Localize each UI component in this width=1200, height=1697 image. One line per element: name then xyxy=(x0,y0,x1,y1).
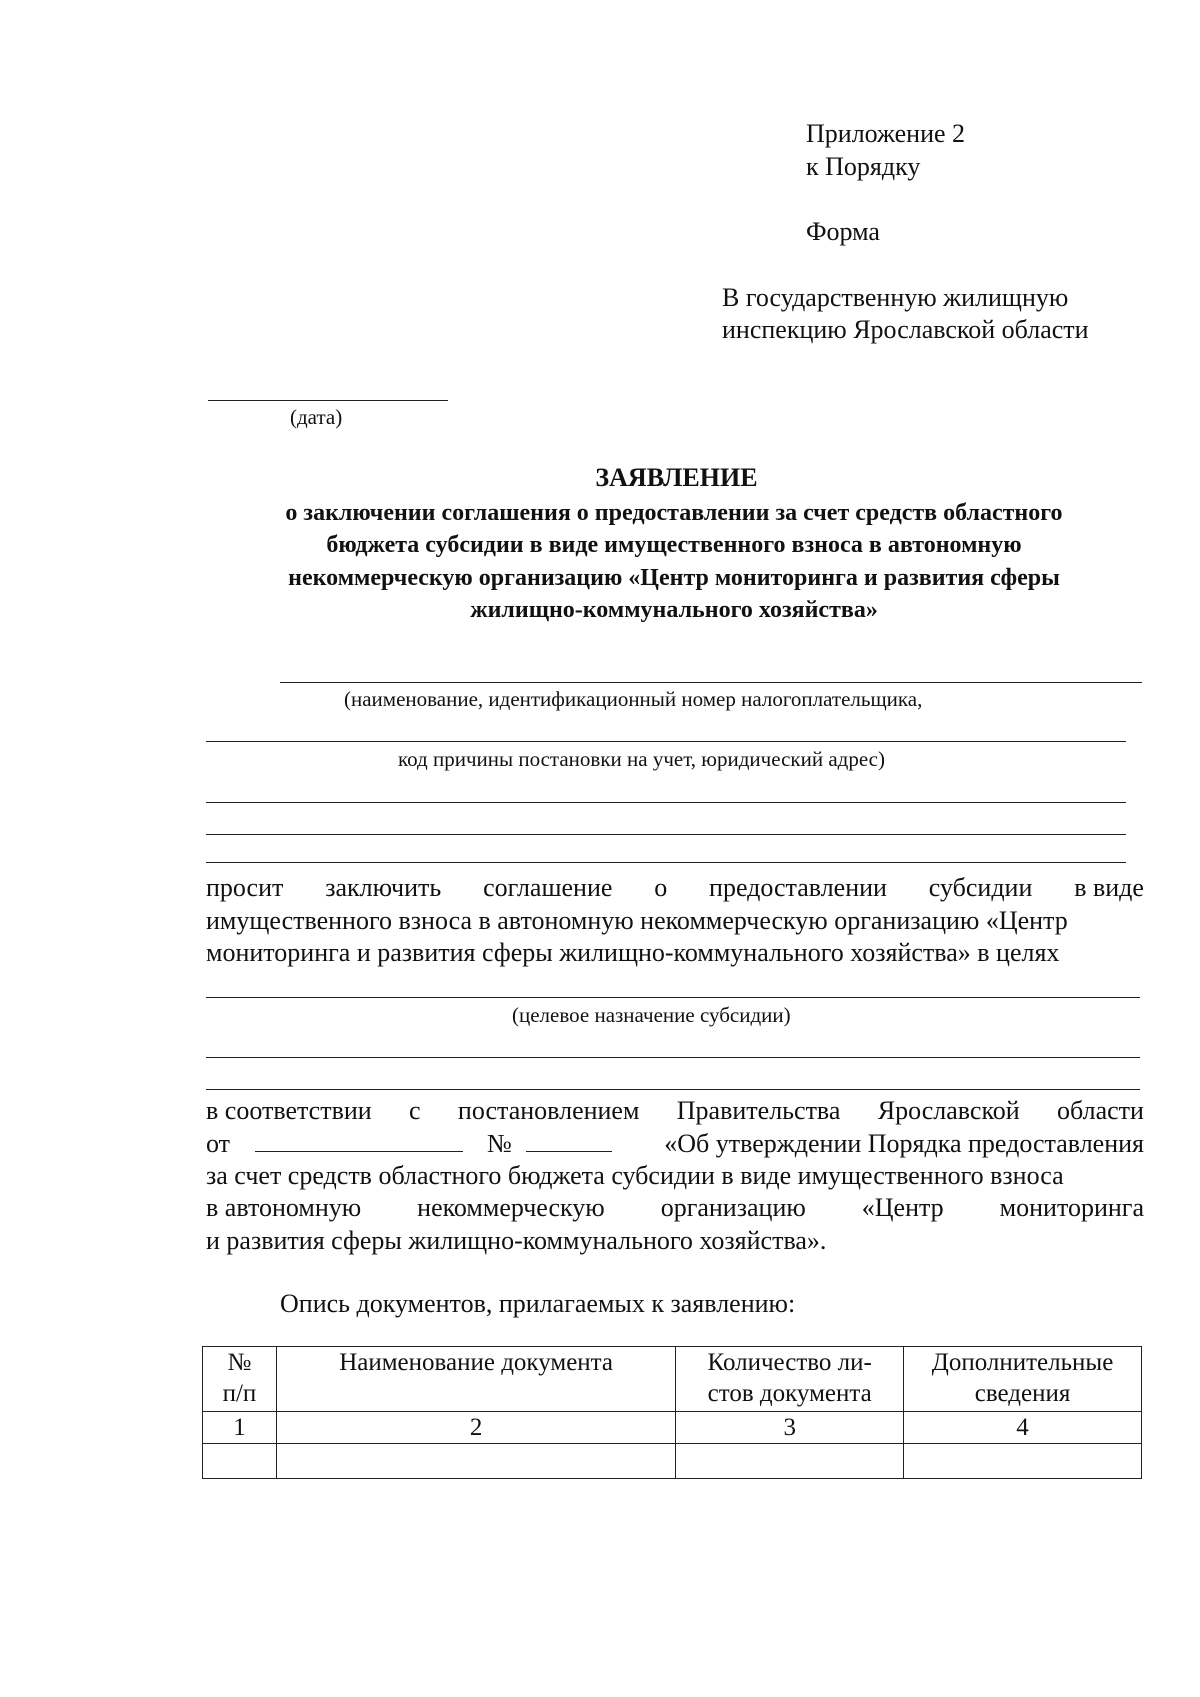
documents-table xyxy=(202,1346,1142,1479)
accordance-word: с xyxy=(409,1096,421,1125)
column-number: 2 xyxy=(276,1412,675,1444)
table-number-row xyxy=(203,1412,1142,1444)
accordance-word: в автономную xyxy=(206,1193,362,1222)
accordance-word: постановлением xyxy=(457,1096,640,1125)
accordance-word: организацию xyxy=(660,1193,806,1222)
resolution-title: «Об утверждении Порядка предоставления xyxy=(664,1129,1144,1158)
applicant-line-3[interactable] xyxy=(206,802,1126,803)
date-caption: (дата) xyxy=(290,405,343,429)
table-cell[interactable] xyxy=(676,1444,904,1479)
applicant-details-line[interactable] xyxy=(206,741,1126,742)
accordance-line-2 xyxy=(206,1128,1144,1160)
purpose-caption: (целевое назначение субсидии) xyxy=(512,1003,791,1027)
applicant-name-line[interactable] xyxy=(280,682,1142,683)
date-field-line[interactable] xyxy=(208,400,448,401)
appendix-reference: к Порядку xyxy=(806,152,921,181)
accordance-word: мониторинга xyxy=(999,1193,1144,1222)
applicant-caption-2: код причины постановки на учет, юридический адрес) xyxy=(398,747,885,771)
inventory-title: Опись документов, прилагаемых к заявлению: xyxy=(280,1289,796,1318)
accordance-line-4 xyxy=(206,1192,1144,1224)
column-number: 4 xyxy=(904,1412,1142,1444)
applicant-line-4[interactable] xyxy=(206,834,1126,835)
accordance-word: области xyxy=(1057,1096,1144,1125)
accordance-line-1 xyxy=(206,1095,1144,1127)
title-line-3: некоммерческую организацию «Центр мониторинга и развития сферы xyxy=(288,565,1060,591)
applicant-caption-1: (наименование, идентификационный номер налогоплательщика, xyxy=(344,687,923,711)
purpose-line-1[interactable] xyxy=(206,997,1140,998)
request-word: соглашение xyxy=(483,873,613,902)
request-word: заключить xyxy=(325,873,442,902)
request-line-3: мониторинга и развития сферы жилищно-коммунального хозяйства» в целях xyxy=(206,938,1060,967)
accordance-word: Ярославской xyxy=(877,1096,1020,1125)
table-row xyxy=(203,1444,1142,1479)
column-number: 3 xyxy=(676,1412,904,1444)
purpose-line-3[interactable] xyxy=(206,1089,1140,1090)
from-label: от xyxy=(206,1129,231,1158)
request-word: просит xyxy=(206,873,284,902)
column-number: 1 xyxy=(203,1412,277,1444)
table-cell[interactable] xyxy=(203,1444,277,1479)
addressee-line-1: В государственную жилищную xyxy=(722,283,1069,312)
title-line-4: жилищно-коммунального хозяйства» xyxy=(470,597,878,623)
request-word: субсидии xyxy=(928,873,1033,902)
request-word: о xyxy=(654,873,668,902)
title-line-1: о заключении соглашения о предоставлении за счет средств областного xyxy=(285,500,1063,526)
table-header-row xyxy=(203,1347,1142,1412)
accordance-word: некоммерческую xyxy=(417,1193,605,1222)
addressee-line-2: инспекцию Ярославской области xyxy=(722,315,1089,344)
resolution-date-field[interactable] xyxy=(255,1150,463,1152)
applicant-line-5[interactable] xyxy=(206,862,1126,863)
request-line-1 xyxy=(206,872,1144,904)
accordance-word: Правительства xyxy=(676,1096,841,1125)
table-cell[interactable] xyxy=(904,1444,1142,1479)
number-sign: № xyxy=(487,1129,512,1158)
appendix-number: Приложение 2 xyxy=(806,119,966,148)
accordance-word: в соответствии xyxy=(206,1096,372,1125)
request-word: в виде xyxy=(1074,873,1144,902)
document-title: ЗАЯВЛЕНИЕ xyxy=(595,463,758,492)
request-word: предоставлении xyxy=(709,873,887,902)
accordance-word: «Центр xyxy=(861,1193,944,1222)
request-line-2: имущественного взноса в автономную некоммерческую организацию «Центр xyxy=(206,906,1068,935)
title-line-2: бюджета субсидии в виде имущественного взноса в автономную xyxy=(326,532,1022,558)
header-additional-info: Дополнительные сведения xyxy=(904,1347,1142,1412)
resolution-number-field[interactable] xyxy=(526,1150,612,1152)
purpose-line-2[interactable] xyxy=(206,1057,1140,1058)
table-cell[interactable] xyxy=(276,1444,675,1479)
accordance-line-3: за счет средств областного бюджета субсидии в виде имущественного взноса xyxy=(206,1161,1064,1190)
form-label: Форма xyxy=(806,217,880,246)
header-number: № п/п xyxy=(203,1347,277,1412)
header-sheet-count: Количество ли- стов документа xyxy=(676,1347,904,1412)
header-document-name: Наименование документа xyxy=(276,1347,675,1412)
accordance-line-5: и развития сферы жилищно-коммунального хозяйства». xyxy=(206,1226,827,1255)
